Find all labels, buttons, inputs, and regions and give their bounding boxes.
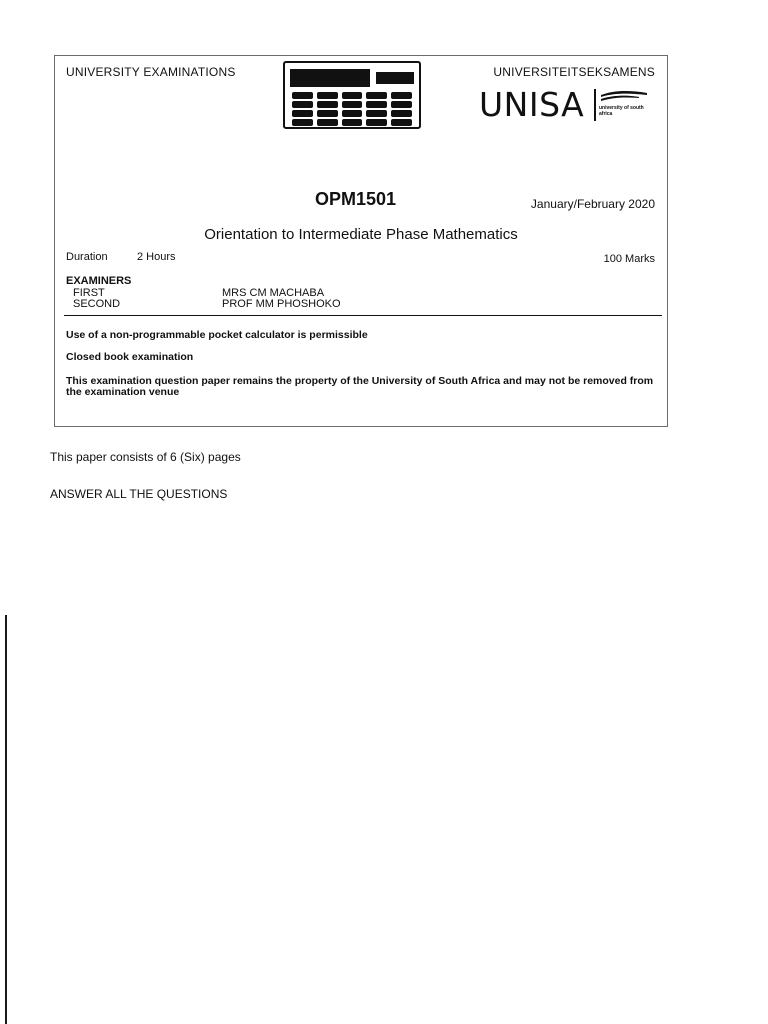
note-closed-book: Closed book examination (66, 351, 194, 363)
examiner-name-first: MRS CM MACHABA (222, 287, 325, 299)
note-calculator: Use of a non-programmable pocket calculator is permissible (66, 329, 368, 341)
header-universiteitseksamens: UNIVERSITEITSEKSAMENS (493, 65, 655, 79)
swoosh-icon (599, 89, 649, 103)
exam-date: January/February 2020 (530, 197, 655, 211)
answer-instruction: ANSWER ALL THE QUESTIONS (50, 487, 228, 501)
duration-value: 2 Hours (137, 251, 176, 263)
header-university-examinations: UNIVERSITY EXAMINATIONS (66, 65, 236, 79)
duration-label: Duration (66, 251, 108, 263)
note-property: This examination question paper remains the property of the University of South Africa and may not be removed from the examination venue (66, 375, 654, 398)
exam-cover-box (54, 55, 668, 427)
examiners-heading: EXAMINERS (66, 275, 132, 287)
examiner-role-second: SECOND (73, 298, 121, 310)
scan-edge-line (5, 615, 7, 1024)
logo-wordmark: UNISA (479, 85, 585, 124)
module-code: OPM1501 (315, 189, 397, 209)
examiner-role-first: FIRST (73, 287, 105, 299)
module-title: Orientation to Intermediate Phase Mathematics (204, 226, 518, 243)
total-marks: 100 Marks (603, 253, 655, 265)
divider (64, 315, 662, 316)
calculator-icon (283, 61, 421, 129)
page-count-info: This paper consists of 6 (Six) pages (50, 450, 241, 464)
logo-tagline: university of south africa (599, 105, 644, 117)
examiner-name-second: PROF MM PHOSHOKO (222, 298, 341, 310)
